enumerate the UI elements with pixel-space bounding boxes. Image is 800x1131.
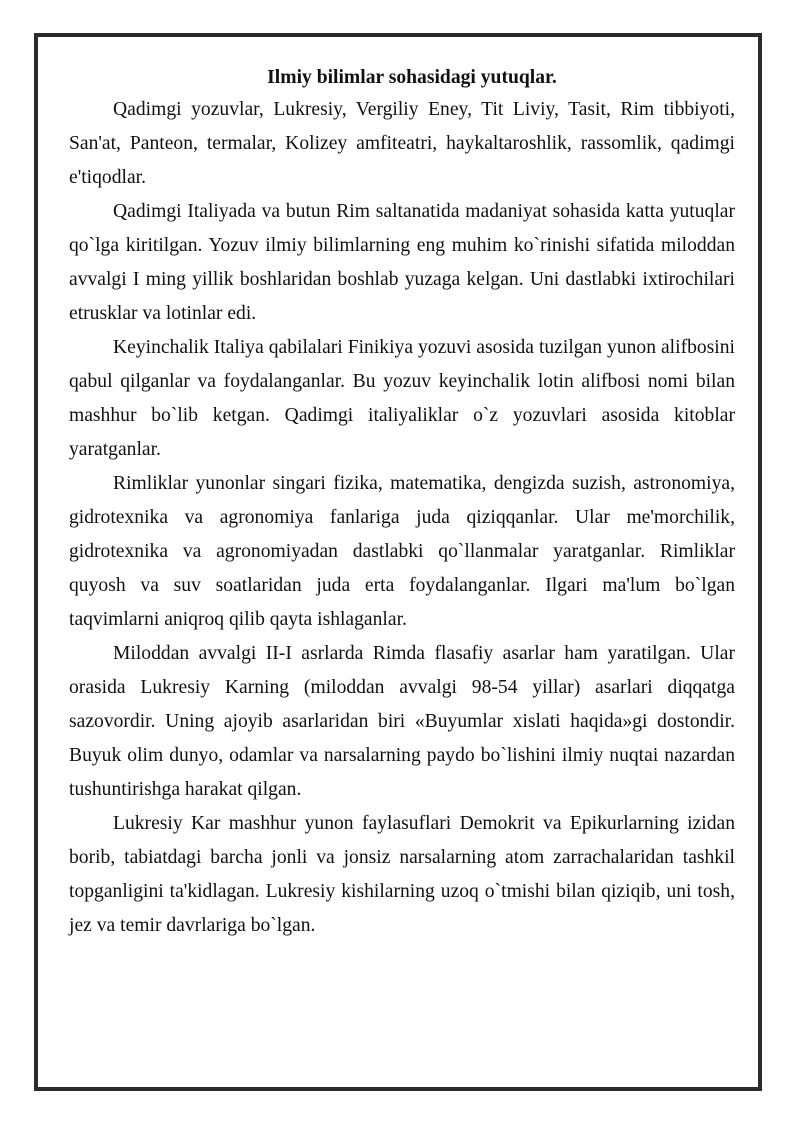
paragraph-2: Qadimgi Italiyada va butun Rim saltanatida madaniyat sohasida katta yutuqlar qo`lga kiritilgan. Yozuv ilmiy bilimlarning eng muhim ko`rinishi sifatida miloddan avvalgi I ming yillik boshlaridan boshlab yuzaga kelgan. Uni dastlabki ixtirochilari etrusklar va lotinlar edi. [69, 201, 735, 324]
document-title: Ilmiy bilimlar sohasidagi yutuqlar. [267, 67, 557, 88]
paragraph-1: Qadimgi yozuvlar, Lukresiy, Vergiliy Eney, Tit Liviy, Tasit, Rim tibbiyoti, San'at, Panteon, termalar, Kolizey amfiteatri, haykaltaroshlik, rassomlik, qadimgi e'tiqodlar. [69, 99, 735, 188]
paragraph-4: Rimliklar yunonlar singari fizika, matematika, dengizda suzish, astronomiya, gidrotexnika va agronomiya fanlariga juda qiziqqanlar. Ular me'morchilik, gidrotexnika va agronomiyadan dastlabki qo`llanmalar yaratganlar. Rimliklar quyosh va suv soatlaridan juda erta foydalanganlar. Ilgari ma'lum bo`lgan taqvimlarni aniqroq qilib qayta ishlaganlar. [69, 473, 735, 630]
paragraph-5: Miloddan avvalgi II-I asrlarda Rimda flasafiy asarlar ham yaratilgan. Ular orasida Lukresiy Karning (miloddan avvalgi 98-54 yillar) asarlari diqqatga sazovordir. Uning ajoyib asarlaridan biri «Buyumlar xislati haqida»gi dostondir. Buyuk olim dunyo, odamlar va narsalarning paydo bo`lishini ilmiy nuqtai nazardan tushuntirishga harakat qilgan. [69, 643, 735, 800]
paragraph-6: Lukresiy Kar mashhur yunon faylasuflari Demokrit va Epikurlarning izidan borib, tabiatdagi barcha jonli va jonsiz narsalarning atom zarrachalaridan tashkil topganligini ta'kidlagan. Lukresiy kishilarning uzoq o`tmishi bilan qiziqib, uni tosh, jez va temir davrlariga bo`lgan. [69, 813, 735, 936]
document-body [69, 63, 735, 943]
paragraph-3: Keyinchalik Italiya qabilalari Finikiya yozuvi asosida tuzilgan yunon alifbosini qabul qilganlar va foydalanganlar. Bu yozuv keyinchalik lotin alifbosi nomi bilan mashhur bo`lib ketgan. Qadimgi italiyaliklar o`z yozuvlari asosida kitoblar yaratganlar. [69, 337, 735, 460]
